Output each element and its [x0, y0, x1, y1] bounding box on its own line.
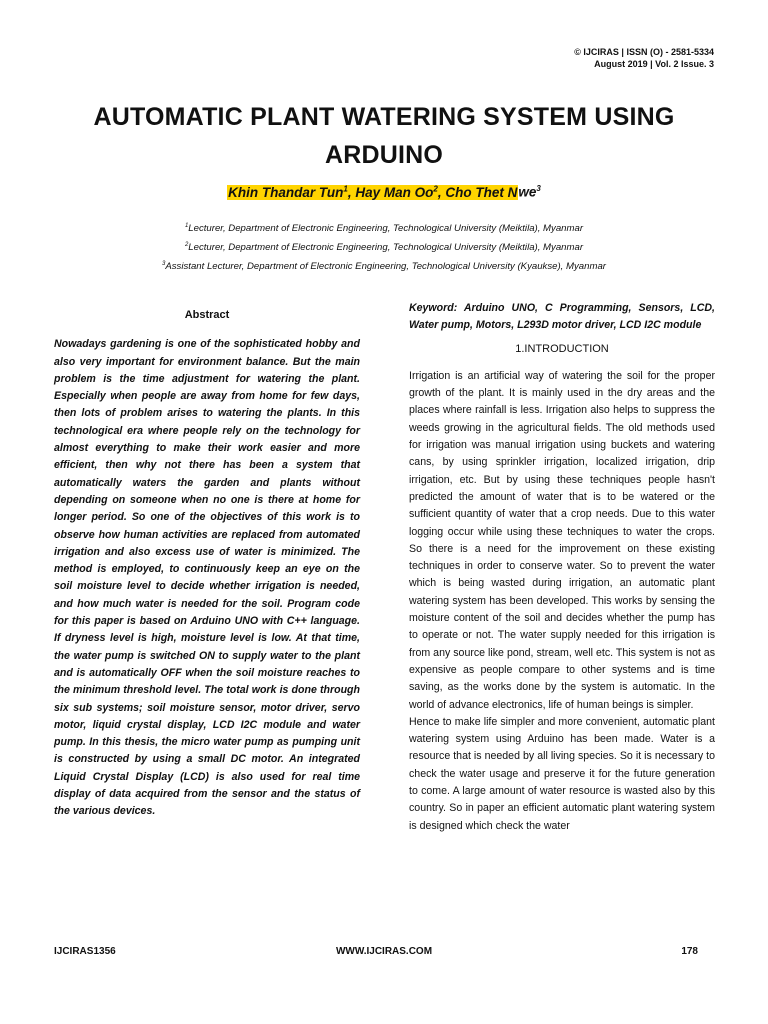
affiliation-1: $^1$Lecturer, Department of Electronic Engineering, Technological University (Meiktila), Myanmar	[184, 223, 584, 235]
journal-header	[574, 46, 714, 70]
author-1-sup: 1	[343, 184, 348, 193]
abstract-heading: Abstract	[184, 309, 230, 321]
affiliation-2: $^2$Lecturer, Department of Electronic Engineering, Technological University (Meiktila), Myanmar	[184, 242, 584, 254]
introduction-heading: 1.INTRODUCTION	[515, 342, 609, 355]
journal-issue: August 2019 | Vol. 2 Issue. 3	[594, 59, 714, 69]
author-separator: ,	[347, 184, 356, 200]
introduction-paragraph-2: Hence to make life simpler and more convenient, automatic plant watering system using Arduino has been made. Water is a resource that is needed by all living species. So it is necessary to check the water usage and preserve it for the future generation to come. A large amount of water resource is wasted also by this country. So in paper an efficient automatic plant watering system is designed which check the water	[409, 715, 715, 832]
footer-page-number: 178	[681, 946, 698, 957]
author-3-name-end: we	[518, 184, 537, 200]
affiliation-3: $^3$Assistant Lecturer, Department of Electronic Engineering, Technological University (Kyaukse), Myanmar	[162, 261, 606, 273]
journal-issn: © IJCIRAS | ISSN (O) - 2581-5334	[574, 47, 714, 57]
introduction-paragraph-1: Irrigation is an artificial way of watering the soil for the proper growth of the plant. It is mainly used in the dry areas and the places where rainfall is less. Irrigation also helps to suppress the weeds growing in the agricultural fields. The old methods used for irrigation was manual irrigation using buckets and watering cans, by using sprinkler irrigation, localized irrigation, drip irrigation, etc. But by using these techniques people hasn't predicted the amount of water that is to be watered or the sufficient quantity of water that a crop needs. Due to this water logging occur while using these techniques to water the crops. So there is a need for the improvement on these existing techniques in order to conserve water. So to prevent the water which is being wasted during irrigation, an automatic plant watering system has been developed. This works by sensing the moisture content of the soil and decides whether the pump has to operate or not. The water supply needed for this irrigation is from any source like pond, stream, well etc. This system is not as expensive as people compare to other systems and is time saving, as the works done by the system is automatic. In the world of advance electronics, life of human beings is simpler.	[409, 369, 715, 711]
keywords: Keyword: Arduino UNO, C Programming, Sensors, LCD, Water pump, Motors, L293D motor driver, LCD I2C module	[409, 302, 715, 332]
footer-website-link[interactable]: WWW.IJCIRAS.COM	[335, 946, 433, 957]
author-highlight	[227, 185, 518, 200]
author-2-name: Hay Man Oo	[355, 184, 434, 200]
paper-title: AUTOMATIC PLANT WATERING SYSTEM USING ARDUINO	[93, 103, 675, 169]
affiliations	[0, 218, 768, 276]
abstract-text: Nowadays gardening is one of the sophisticated hobby and also very important for environment balance. But the main problem is the time adjustment for watering the plant. Especially when people are away from home for few days, then lots of problem arises to watering the plants. In this technological era where people rely on the technology for almost everything to make their work easier and more efficient, then why not there has been a system that automatically waters the garden and plants without depending on someone when no one is there at home for longer period. So one of the objectives of this work is to observe how human activities are replaced from automated irrigation and also excess use of water is minimized. The method is employed, to continuously keep an eye on the soil moisture level to decide whether irrigation is needed, and how much water is needed for the soil. Program code for this paper is based on Arduino UNO with C++ language. If dryness level is high, moisture level is low. At that time, the water pump is switched ON to supply water to the plant and is automatically OFF when the soil moisture reaches to the minimum threshold level. The total work is done through six sub systems; soil moisture sensor, motor driver, servo motor, liquid crystal display, LCD I2C module and water pump. In this thesis, the micro water pump as pumping unit is constructed by using a small DC motor. An integrated Liquid Crystal Display (LCD) is also used for real time display of data acquired from the sensor and the status of the various devices.	[54, 338, 360, 818]
author-list	[0, 184, 768, 200]
author-3-name: Cho Thet N	[445, 184, 518, 200]
author-1-name: Khin Thandar Tun	[228, 184, 344, 200]
right-column	[409, 300, 715, 835]
author-2-sup: 2	[433, 184, 438, 193]
author-separator: ,	[437, 184, 446, 200]
left-column	[54, 300, 360, 821]
author-3-sup: 3	[536, 184, 541, 193]
footer-paper-id: IJCIRAS1356	[54, 946, 116, 957]
